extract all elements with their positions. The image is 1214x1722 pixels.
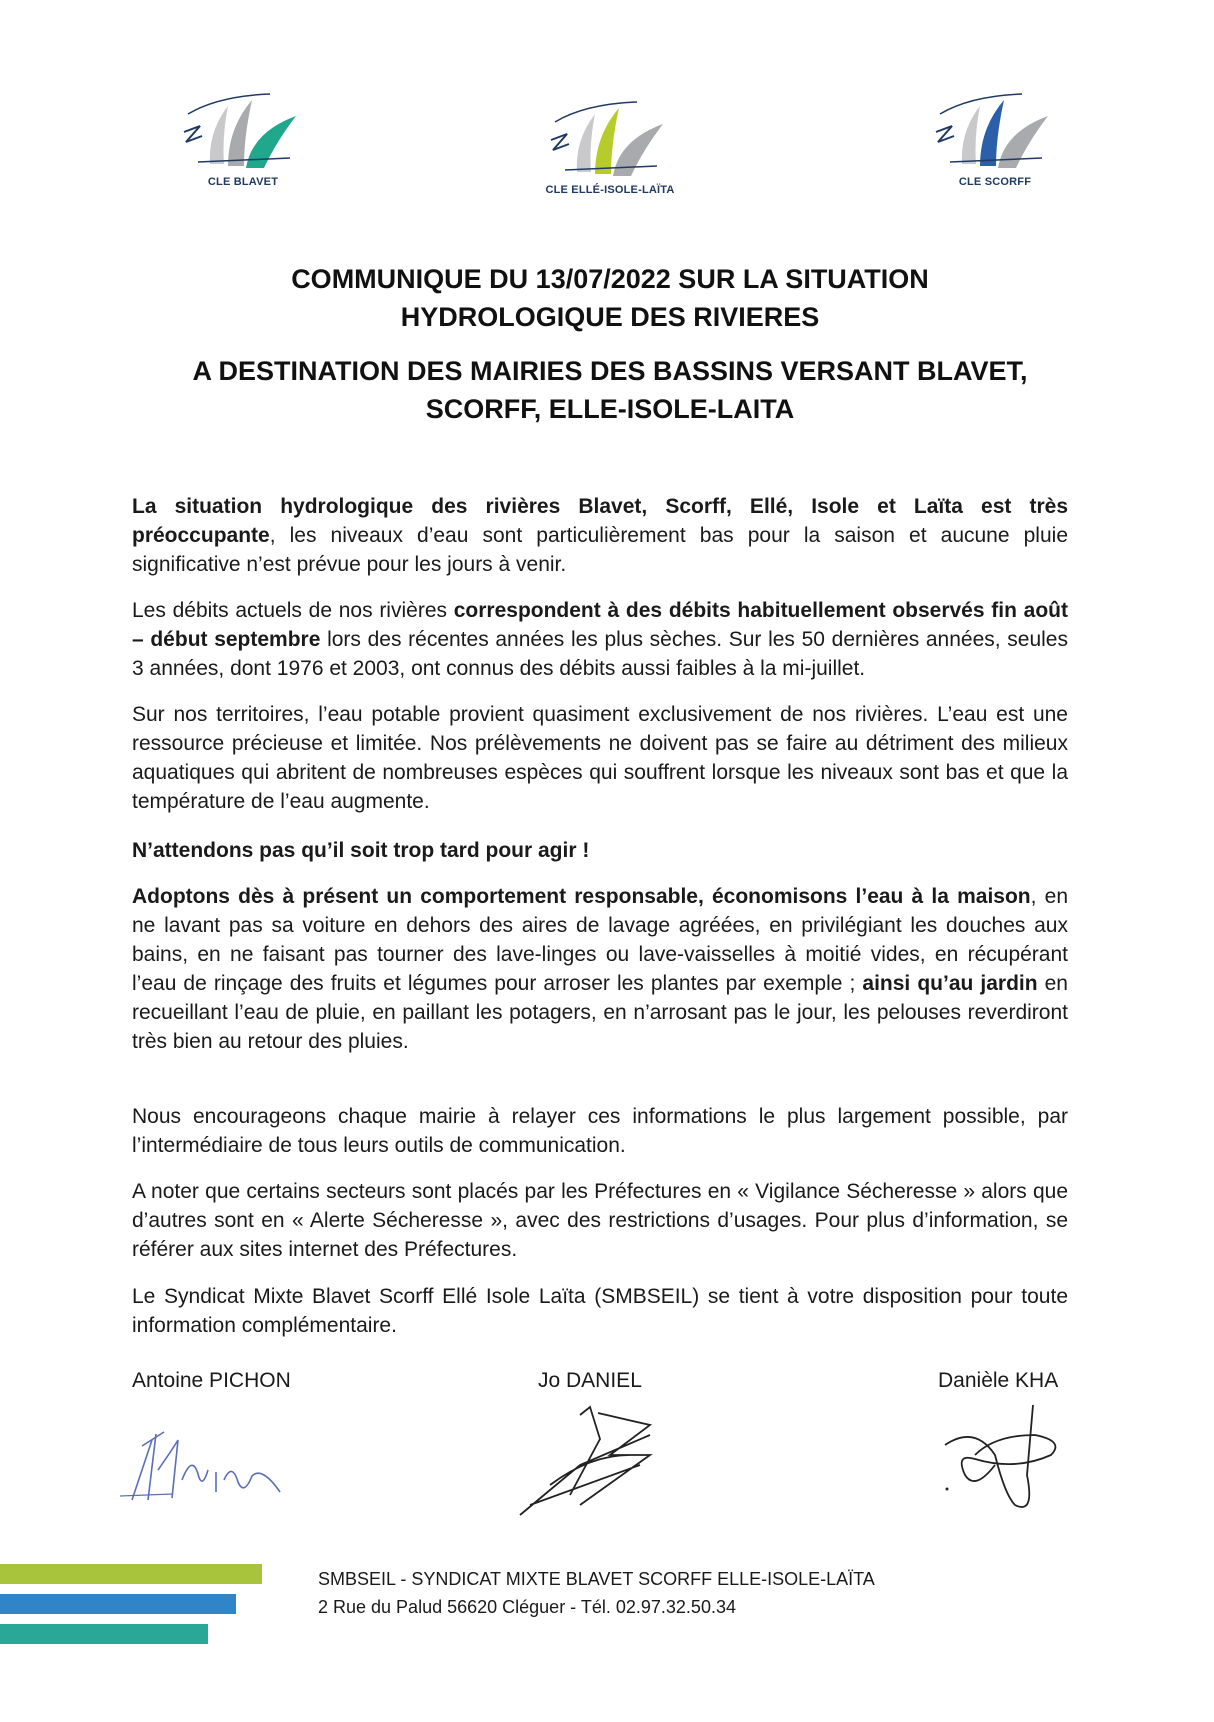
logo-cle-scorff xyxy=(920,92,1070,188)
subtitle-line: SCORFF, ELLE-ISOLE-LAITA xyxy=(425,394,795,424)
paragraph-text: Le Syndicat Mixte Blavet Scorff Ellé Isole Laïta (SMBSEIL) se tient à votre disposition pour toute information complémentaire. xyxy=(132,1285,1068,1337)
bold-text: ainsi qu’au jardin xyxy=(862,972,1038,995)
bold-text: correspondent à des débits habituellement observés fin août – début septembre xyxy=(132,599,1068,651)
logo-caption: CLE SCORFF xyxy=(958,176,1032,188)
signature-kha xyxy=(935,1395,1075,1525)
logo-caption: CLE ELLÉ-ISOLE-LAÏTA xyxy=(545,184,675,196)
paragraph-smbseil xyxy=(132,1282,1068,1340)
paragraph-text: Sur nos territoires, l’eau potable provient quasiment exclusivement de nos rivières. L’eau est une ressource précieuse et limitée. Nos prélèvements ne doivent pas se faire au détriment des milieux aquatiques qui abritent de nombreuses espèces qui souffrent lorsque les niveaux sont bas et que la température de l’eau augmente. xyxy=(132,703,1068,813)
paragraph-comportement xyxy=(132,882,1068,1056)
paragraph-text: lors des récentes années les plus sèches. Sur les 50 dernières années, seules 3 années, dont 1976 et 2003, ont connus des débits aussi faibles à la mi-juillet. xyxy=(132,628,1068,680)
title-line: HYDROLOGIQUE DES RIVIERES xyxy=(400,302,820,332)
signatory-name: Danièle KHA xyxy=(938,1369,1059,1392)
footer-bar-teal xyxy=(0,1624,208,1644)
paragraph-text: A noter que certains secteurs sont placés par les Préfectures en « Vigilance Sécheresse » alors que d’autres sont en « Alerte Sécheresse », avec des restrictions d’usages. Pour plus d’information, se référer aux sites internet des Préfectures. xyxy=(132,1180,1068,1261)
footer-organization: SMBSEIL - SYNDICAT MIXTE BLAVET SCORFF ELLE-ISOLE-LAÏTA xyxy=(318,1569,875,1589)
bold-text: Adoptons dès à présent un comportement responsable, économisons l’eau à la maison xyxy=(132,885,1031,908)
paragraph-mairies xyxy=(132,1102,1068,1160)
paragraph-text: en recueillant l’eau de pluie, en paillant les potagers, en n’arrosant pas le jour, les pelouses reverdiront très bien au retour des pluies. xyxy=(132,972,1068,1053)
paragraph-debits xyxy=(132,596,1068,683)
sail-logo-icon xyxy=(545,100,675,182)
sail-logo-icon xyxy=(930,92,1060,174)
bold-text: N’attendons pas qu’il soit trop tard pour agir ! xyxy=(132,839,590,862)
paragraph-situation xyxy=(132,492,1068,579)
paragraph-eau-potable xyxy=(132,700,1068,816)
signature-daniel xyxy=(510,1395,670,1525)
paragraph-text: , les niveaux d’eau sont particulièrement bas pour la saison et aucune pluie significative n’est prévue pour les jours à venir. xyxy=(132,524,1068,576)
sail-logo-icon xyxy=(178,92,308,174)
logo-caption: CLE BLAVET xyxy=(207,176,279,188)
signatory-name: Jo DANIEL xyxy=(538,1369,642,1392)
bold-text: La situation hydrologique des rivières Blavet, Scorff, Ellé, Isole et Laïta est très préoccupante xyxy=(132,495,1068,547)
paragraph-text: Nous encourageons chaque mairie à relayer ces informations le plus largement possible, par l’intermédiaire de tous leurs outils de communication. xyxy=(132,1105,1068,1157)
paragraph-text: , en ne lavant pas sa voiture en dehors des aires de lavage agréées, en privilégiant les douches aux bains, en ne faisant pas tourner des lave-linges ou lave-vaisselles à moitié vides, en récupérant l’eau de rinçage des fruits et légumes pour arroser les plantes par exemple ; xyxy=(132,885,1068,995)
communique-subtitle xyxy=(110,352,1110,428)
logo-cle-blavet xyxy=(168,92,318,188)
paragraph-text: Les débits actuels de nos rivières xyxy=(132,599,454,622)
paragraph-call-to-action xyxy=(132,836,1068,865)
signatory-name: Antoine PICHON xyxy=(132,1369,291,1392)
paragraph-prefectures xyxy=(132,1177,1068,1264)
communique-title xyxy=(110,260,1110,336)
footer-address: 2 Rue du Palud 56620 Cléguer - Tél. 02.97.32.50.34 xyxy=(318,1597,736,1617)
signature-pichon xyxy=(112,1410,312,1510)
logo-cle-elle-isole-laita xyxy=(530,100,690,196)
footer-bar-green xyxy=(0,1564,262,1584)
title-line: COMMUNIQUE DU 13/07/2022 SUR LA SITUATION xyxy=(291,264,929,294)
footer-bar-blue xyxy=(0,1594,236,1614)
subtitle-line: A DESTINATION DES MAIRIES DES BASSINS VERSANT BLAVET, xyxy=(192,356,1028,386)
